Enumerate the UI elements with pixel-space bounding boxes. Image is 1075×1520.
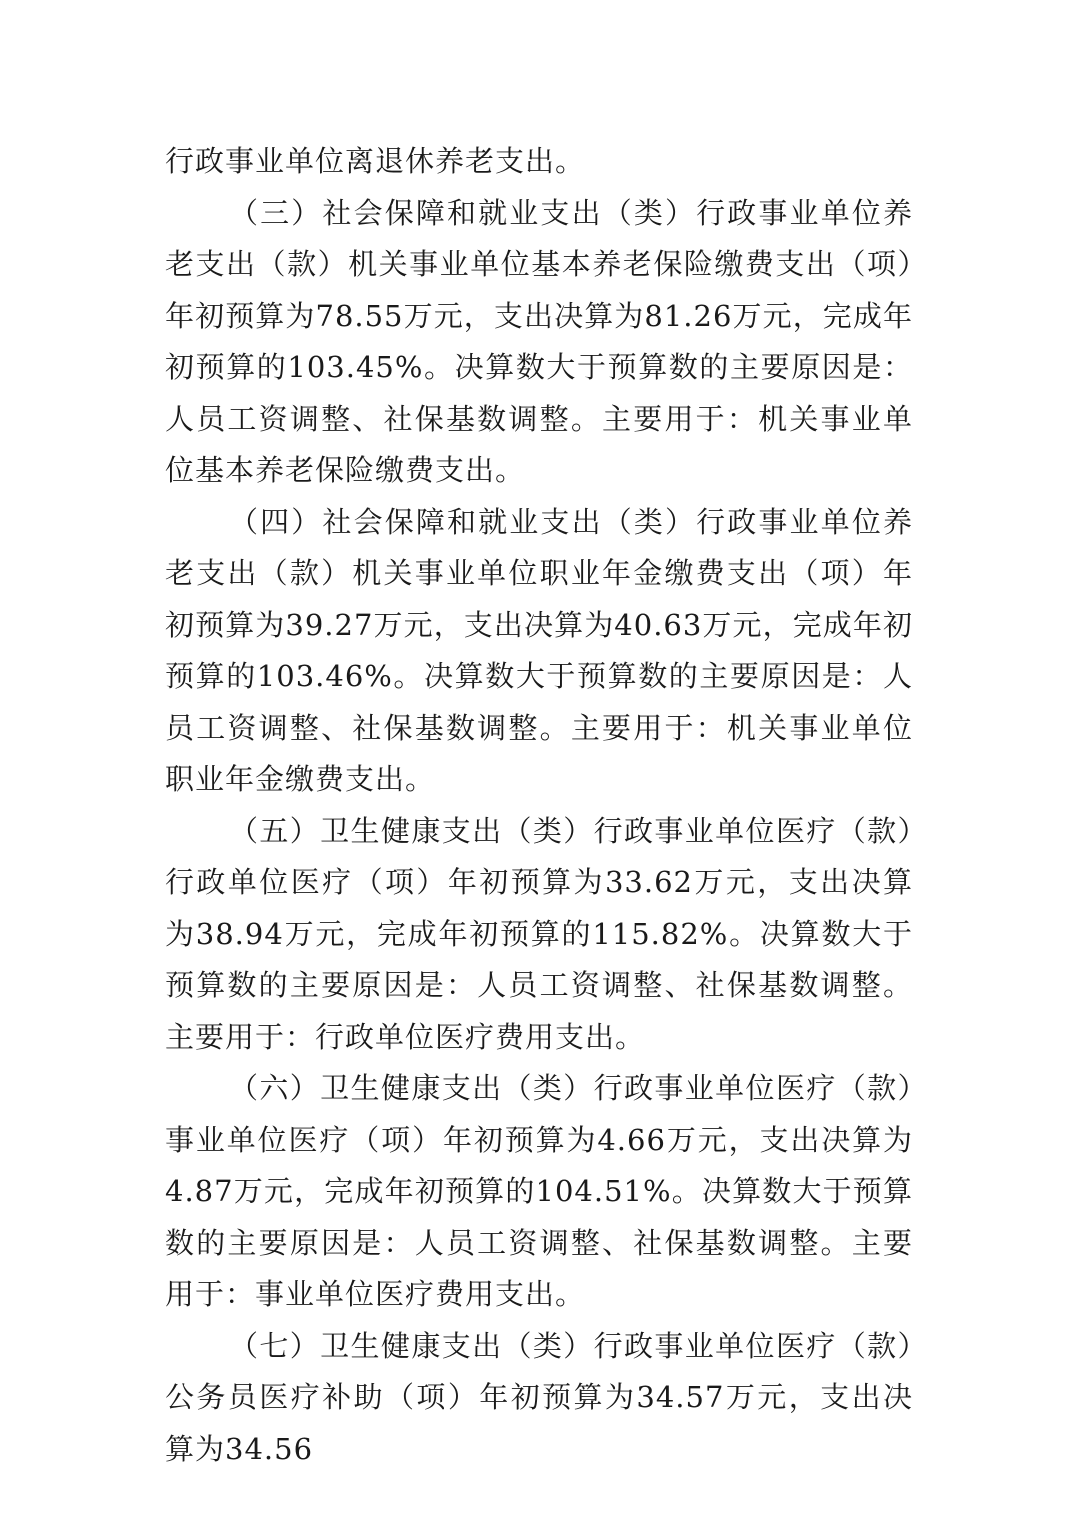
paragraph-administrative-medical: （五）卫生健康支出（类）行政事业单位医疗（款）行政单位医疗（项）年初预算为33.62万元，支出决算为38.94万元，完成年初预算的115.82%。决算数大于预算数的主要原因是：人员工资调整、社保基数调整。主要用于：行政单位医疗费用支出。 (165, 813, 913, 1054)
paragraph-occupational-annuity: （四）社会保障和就业支出（类）行政事业单位养老支出（款）机关事业单位职业年金缴费支出（项）年初预算为39.27万元，支出决算为40.63万元，完成年初预算的103.46%。决算数大于预算数的主要原因是：人员工资调整、社保基数调整。主要用于：机关事业单位职业年金缴费支出。 (165, 504, 913, 796)
paragraph-civil-servant-medical-subsidy: （七）卫生健康支出（类）行政事业单位医疗（款）公务员医疗补助（项）年初预算为34.57万元，支出决算为34.56 (165, 1328, 913, 1466)
paragraph-institution-medical: （六）卫生健康支出（类）行政事业单位医疗（款）事业单位医疗（项）年初预算为4.66万元，支出决算为4.87万元，完成年初预算的104.51%。决算数大于预算数的主要原因是：人员工资调整、社保基数调整。主要用于：事业单位医疗费用支出。 (165, 1071, 913, 1311)
paragraph-retirement-continuation: 行政事业单位离退休养老支出。 (165, 144, 586, 178)
document-body (165, 136, 913, 1475)
paragraph-basic-pension-insurance: （三）社会保障和就业支出（类）行政事业单位养老支出（款）机关事业单位基本养老保险缴费支出（项）年初预算为78.55万元，支出决算为81.26万元，完成年初预算的103.45%。决算数大于预算数的主要原因是：人员工资调整、社保基数调整。主要用于：机关事业单位基本养老保险缴费支出。 (165, 195, 913, 487)
